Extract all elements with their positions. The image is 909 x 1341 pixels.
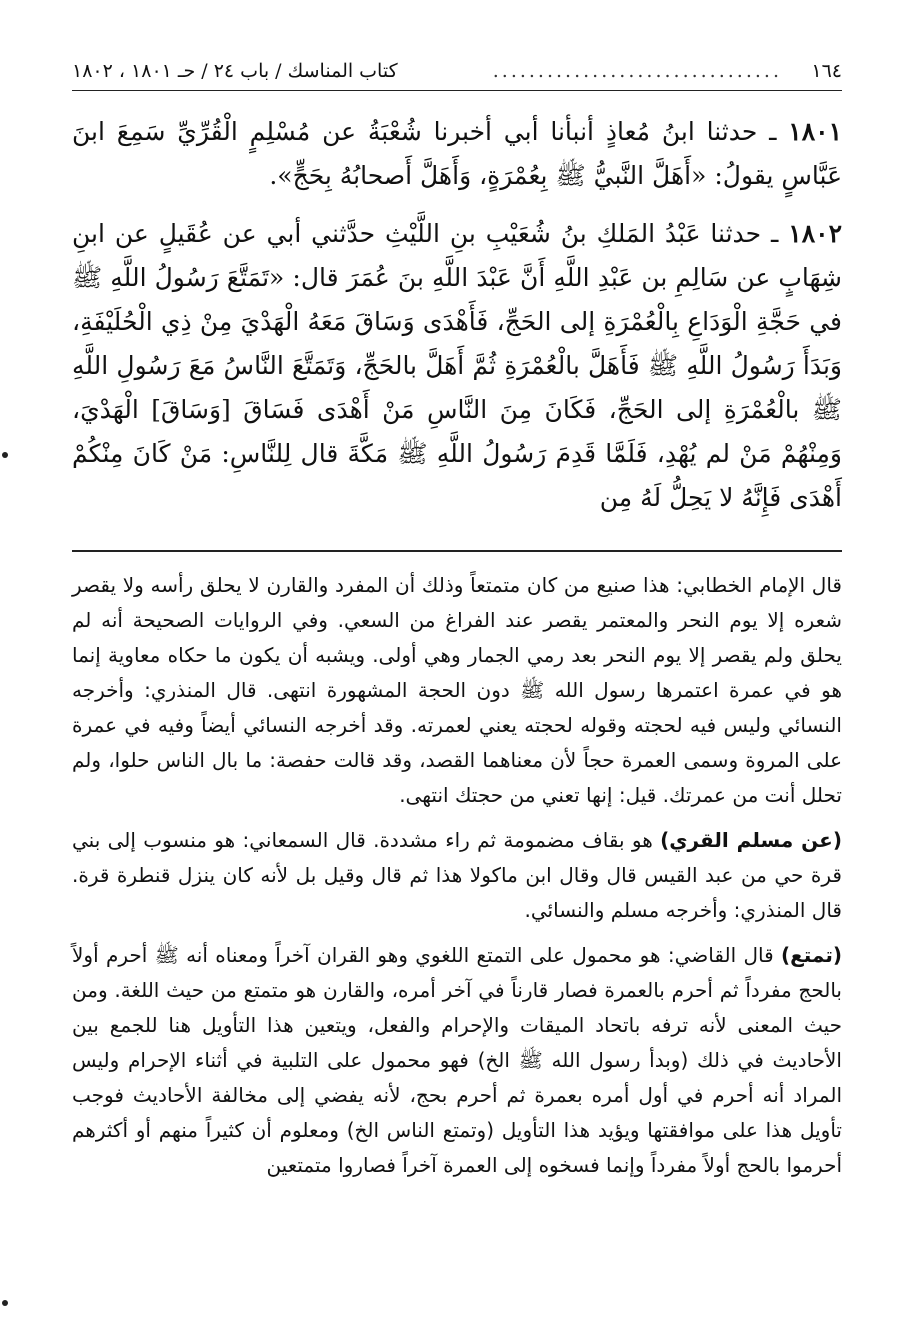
hadith-1802 — [72, 212, 842, 520]
commentary-paragraph — [72, 568, 842, 813]
hadith-text-block — [72, 110, 842, 534]
scan-edge-mark — [2, 1300, 8, 1306]
hadith-1801 — [72, 110, 842, 198]
commentary-paragraph — [72, 938, 842, 1183]
commentary-lemma: (تمتع) — [780, 943, 842, 967]
footnote-separator — [72, 550, 842, 552]
commentary-text: قال الإمام الخطابي: هذا صنيع من كان متمتعاً وذلك أن المفرد والقارن لا يحلق رأسه ولا يقصر شعره إلا يوم النحر والمعتمر يقصر عند الفراغ من السعي. وفي الروايات الصحيحة أنه لم يحلق ولم يقصر إلا يوم النحر بعد رمي الجمار وهي أولى. ويشبه أن يكون ما حكاه معاوية إنما هو في عمرة اعتمرها رسول الله ﷺ دون الحجة المشهورة انتهى. قال المنذري: وأخرجه النسائي وليس فيه لحجته وقوله لحجته يعني لعمرته. وقد أخرجه النسائي أيضاً وفيه في عمرة على المروة وسمى العمرة حجاً لأن معناهما القصد، وقد قالت حفصة: ما بال الناس حلوا، ولم تحلل أنت من عمرتك. قيل: إنها تعني من حجتك انتهى. — [72, 573, 842, 807]
hadith-number: ١٨٠٢ — [788, 219, 843, 248]
commentary-lemma: (عن مسلم القري) — [660, 828, 842, 852]
scan-edge-mark — [2, 452, 8, 458]
page-number: ١٦٤ — [811, 60, 842, 82]
commentary-text: قال القاضي: هو محمول على التمتع اللغوي وهو القران آخراً ومعناه أنه ﷺ أحرم أولاً بالحج مفرداً ثم أحرم بالعمرة فصار قارناً في آخر أمره، والقارن هو متمتع من حيث اللغة. ومن حيث المعنى لأنه ترفه باتحاد الميقات والإحرام والفعل، ويتعين هذا التأويل هنا للجمع بين الأحاديث في ذلك (وبدأ رسول الله ﷺ الخ) فهو محمول على التلبية في أثناء الإحرام وليس المراد أنه أحرم في أول أمره بعمرة ثم أحرم بحج، لأنه يفضي إلى مخالفة الأحاديث فوجب تأويل هذا على موافقتها ويؤيد هذا التأويل (وتمتع الناس الخ) ومعلوم أن كثيراً منهم أو أكثرهم أحرموا بالحج أولاً مفرداً وإنما فسخوه إلى العمرة آخراً فصاروا متمتعين — [72, 943, 842, 1177]
hadith-number: ١٨٠١ — [788, 117, 842, 146]
commentary-paragraph — [72, 823, 842, 928]
hadith-body: ـ حدثنا ابنُ مُعاذٍ أنبأنا أبي أخبرنا شُعْبَةُ عن مُسْلِمٍ الْقُرِّيِّ سَمِعَ ابنَ عَبَّاسٍ يقولُ: «أَهَلَّ النَّبيُّ ﷺ بِعُمْرَةٍ، وَأَهَلَّ أَصحابُهُ بِحَجٍّ». — [72, 117, 842, 190]
leader-dots: ................................ — [492, 60, 782, 82]
hadith-body: ـ حدثنا عَبْدُ المَلكِ بنُ شُعَيْبِ بنِ اللَّيْثِ حدَّثني أبي عن عُقَيلٍ عن ابنِ شِهَابٍ عن سَالِمِ بن عَبْدِ اللَّهِ أَنَّ عَبْدَ اللَّهِ بنَ عُمَرَ قال: «تَمَتَّعَ رَسُولُ اللَّهِ ﷺ في حَجَّةِ الْوَدَاعِ بِالْعُمْرَةِ إلى الحَجِّ، فَأَهْدَى وَسَاقَ مَعَهُ الْهَدْيَ مِنْ ذِي الْحُلَيْفَةِ، وَبَدَأَ رَسُولُ اللَّهِ ﷺ فَأَهَلَّ بالْعُمْرَةِ ثُمَّ أَهَلَّ بالحَجِّ، وَتَمَتَّعَ النَّاسُ مَعَ رَسُولِ اللَّهِ ﷺ بالْعُمْرَةِ إلى الحَجِّ، فَكَانَ مِنَ النَّاسِ مَنْ أَهْدَى فَسَاقَ [وَسَاقَ] الْهَدْيَ، وَمِنْهُمْ مَنْ لم يُهْدِ، فَلَمَّا قَدِمَ رَسُولُ اللَّهِ ﷺ مَكَّةَ قال لِلنَّاسِ: مَنْ كَانَ مِنْكُمْ أَهْدَى فَإِنَّهُ لا يَحِلُّ لَهُ مِن — [72, 219, 842, 512]
commentary-block — [72, 568, 842, 1193]
running-title: كتاب المناسك / باب ٢٤ / حـ ١٨٠١ ، ١٨٠٢ — [72, 60, 398, 82]
page-header — [72, 56, 842, 91]
commentary-text: هو بقاف مضمومة ثم راء مشددة. قال السمعاني: هو منسوب إلى بني قرة حي من عبد القيس قال وقال ابن ماكولا هذا ثم قال وقيل بل لأنه كان ينزل قنطرة قرة. قال المنذري: وأخرجه مسلم والنسائي. — [72, 828, 842, 922]
